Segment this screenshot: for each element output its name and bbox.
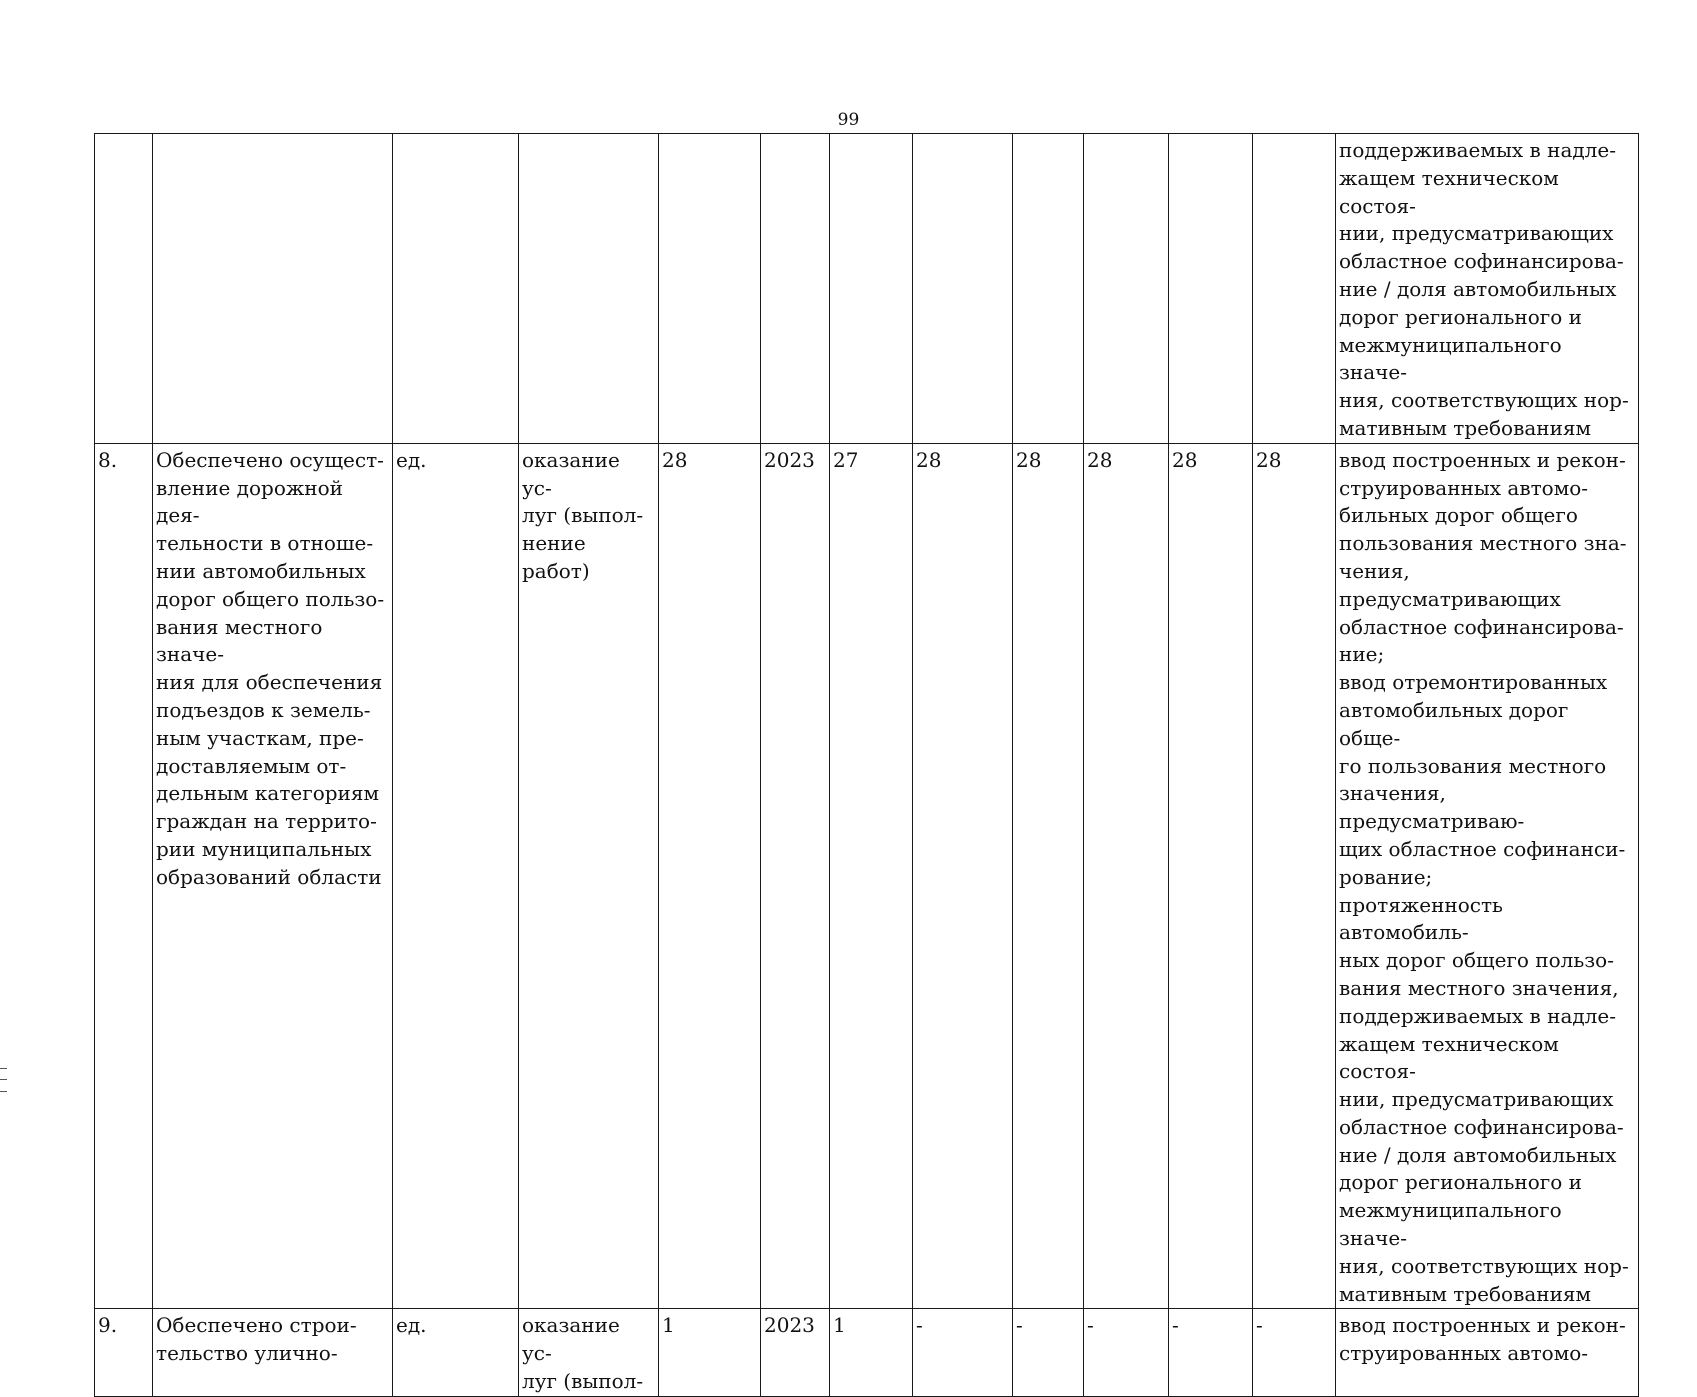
table-row (95, 134, 1639, 444)
base-year-cell (761, 134, 830, 444)
row-number (95, 134, 153, 444)
result-description (153, 134, 393, 444)
year-value-cell (1253, 134, 1336, 444)
service-type-cell: оказание ус- луг (выпол- нение работ) (519, 443, 659, 1309)
program-results-table (94, 133, 1639, 1397)
year-value-cell: 28 (1013, 443, 1084, 1309)
year-value-cell: 28 (1169, 443, 1253, 1309)
year-value-cell: 1 (830, 1309, 913, 1396)
base-year-cell: 2023 (761, 1309, 830, 1396)
service-type-cell: оказание ус- луг (выпол- (519, 1309, 659, 1396)
scan-margin-mark (0, 1068, 7, 1092)
year-value-cell: 28 (1253, 443, 1336, 1309)
row-number: 9. (95, 1309, 153, 1396)
row-number: 8. (95, 443, 153, 1309)
unit-cell: ед. (393, 443, 519, 1309)
page-number: 99 (837, 110, 860, 130)
year-value-cell (1169, 134, 1253, 444)
year-value-cell: - (913, 1309, 1013, 1396)
indicators-cell: ввод построенных и рекон- струированных автомо- (1336, 1309, 1639, 1396)
result-description: Обеспечено строи- тельство улично- (153, 1309, 393, 1396)
result-description: Обеспечено осущест- вление дорожной дея- тельности в отноше- нии автомобильных дорог общего пользо- вания местного значе- ния для обеспечения подъездов к земель- ным участкам, пре- доставляемым от- дельным категориям граждан на террито- рии муниципальных образований области (153, 443, 393, 1309)
indicators-cell: поддерживаемых в надле- жащем техническом состоя- нии, предусматривающих областное софинансирова- ние / доля автомобильных дорог регионального и межмуниципального значе- ния, соответствующих нор- мативным требованиям (1336, 134, 1639, 444)
table-row (95, 443, 1639, 1309)
year-value-cell (830, 134, 913, 444)
unit-cell: ед. (393, 1309, 519, 1396)
service-type-cell (519, 134, 659, 444)
year-value-cell: - (1013, 1309, 1084, 1396)
year-value-cell (1013, 134, 1084, 444)
year-value-cell: 28 (913, 443, 1013, 1309)
year-value-cell: 28 (1084, 443, 1169, 1309)
unit-cell (393, 134, 519, 444)
table-row (95, 1309, 1639, 1396)
year-value-cell (1084, 134, 1169, 444)
base-year-cell: 2023 (761, 443, 830, 1309)
base-value-cell: 28 (659, 443, 761, 1309)
year-value-cell (913, 134, 1013, 444)
year-value-cell: - (1169, 1309, 1253, 1396)
year-value-cell: - (1084, 1309, 1169, 1396)
indicators-cell: ввод построенных и рекон- струированных автомо- бильных дорог общего пользования местного зна- чения, предусматривающих областное софинансирова- ние; ввод отремонтированных автомобильных дорог обще- го пользования местного значения, предусматриваю- щих областное софинанси- рование; протяженность автомобиль- ных дорог общего пользо- вания местного значения, поддерживаемых в надле- жащем техническом состоя- нии, предусматривающих областное софинансирова- ние / доля автомобильных дорог регионального и межмуниципального значе- ния, соответствующих нор- мативным требованиям (1336, 443, 1639, 1309)
year-value-cell: - (1253, 1309, 1336, 1396)
base-value-cell: 1 (659, 1309, 761, 1396)
year-value-cell: 27 (830, 443, 913, 1309)
base-value-cell (659, 134, 761, 444)
